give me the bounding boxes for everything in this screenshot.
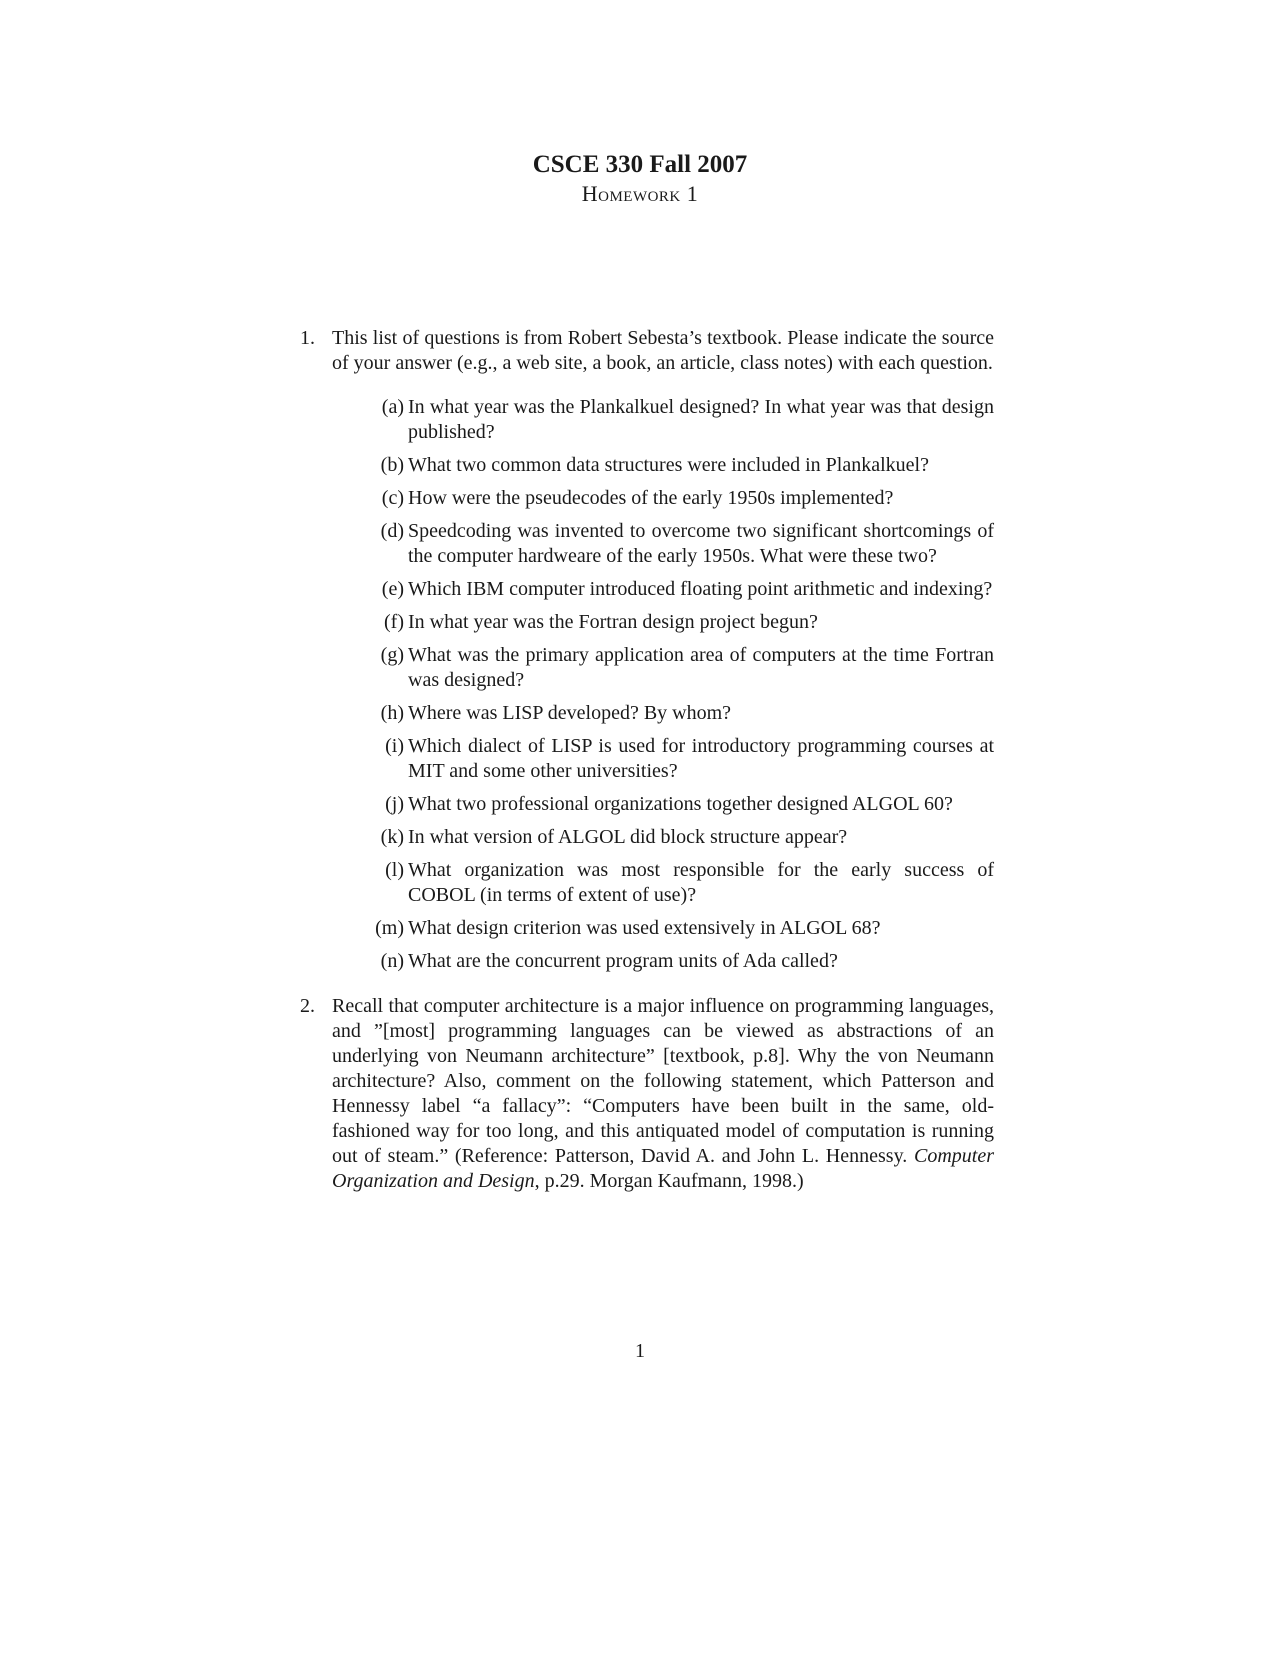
subquestion-label: (k): [380, 826, 404, 848]
subquestion-l: [332, 858, 994, 908]
subquestion-label: (n): [380, 950, 404, 972]
question-text-main: Recall that computer architecture is a major influence on programming languages, and ”[most] programming languages can be viewed as abstractions of an underlying von Neumann architecture” [textbook, p.8]. Why the von Neumann architecture? Also, comment on the following statement, which Patterson and Hennessy label “a fallacy”: “Computers have been built in the same, old-fashioned way for too long, and this antiquated model of computation is running out of steam.” (Reference: Patterson, David A. and John L. Hennessy.: [332, 995, 994, 1167]
question-number: 2.: [300, 995, 315, 1017]
subquestion-text: What two common data structures were included in Plankalkuel?: [408, 454, 929, 476]
subquestion-d: [332, 519, 994, 569]
subquestion-text: In what year was the Plankalkuel designed? In what year was that design published?: [408, 396, 994, 443]
page-subtitle: Homework 1: [581, 181, 699, 206]
question-2: [300, 994, 994, 1194]
subquestion-list: [332, 395, 994, 974]
subquestion-text: Where was LISP developed? By whom?: [408, 702, 732, 724]
subquestion-text: What two professional organizations together designed ALGOL 60?: [408, 793, 953, 815]
subquestion-i: [332, 734, 994, 784]
book-title: Computer Organization and Design: [332, 1145, 995, 1192]
subquestion-n: [332, 949, 994, 974]
question-1: [300, 326, 994, 974]
subquestion-text: How were the pseudecodes of the early 1950s implemented?: [408, 487, 894, 509]
subquestion-text: What are the concurrent program units of Ada called?: [408, 950, 838, 972]
subquestion-g: [332, 643, 994, 693]
question-text-tail: , p.29. Morgan Kaufmann, 1998.): [534, 1170, 804, 1192]
subquestion-label: (a): [381, 396, 404, 418]
subquestion-a: [332, 395, 994, 445]
subquestion-label: (l): [385, 859, 404, 881]
homework-content: [300, 326, 994, 1194]
subquestion-label: (e): [381, 578, 404, 600]
subquestion-k: [332, 825, 994, 850]
subquestion-j: [332, 792, 994, 817]
subquestion-label: (i): [385, 735, 404, 757]
subquestion-text: Speedcoding was invented to overcome two significant shortcomings of the computer hardweare of the early 1950s. What were these two?: [408, 520, 994, 567]
subquestion-label: (d): [380, 520, 404, 542]
subquestion-text: In what version of ALGOL did block structure appear?: [408, 826, 848, 848]
subquestion-text: In what year was the Fortran design project begun?: [408, 611, 818, 633]
subquestion-label: (b): [380, 454, 404, 476]
question-text: [332, 994, 994, 1194]
subquestion-b: [332, 453, 994, 478]
subquestion-text: Which IBM computer introduced floating point arithmetic and indexing?: [408, 578, 993, 600]
subquestion-label: (c): [381, 487, 404, 509]
page-title: CSCE 330 Fall 2007: [532, 151, 748, 178]
title-block: [0, 150, 1280, 208]
subquestion-label: (j): [385, 793, 404, 815]
subquestion-h: [332, 701, 994, 726]
subquestion-text: What design criterion was used extensively in ALGOL 68?: [408, 917, 881, 939]
subquestion-label: (h): [380, 702, 404, 724]
subquestion-c: [332, 486, 994, 511]
subquestion-label: (m): [375, 917, 404, 939]
subquestion-label: (f): [384, 611, 404, 633]
subquestion-m: [332, 916, 994, 941]
subquestion-text: What was the primary application area of computers at the time Fortran was designed?: [408, 644, 994, 691]
subquestion-f: [332, 610, 994, 635]
subquestion-text: What organization was most responsible for the early success of COBOL (in terms of extent of use)?: [408, 859, 994, 906]
page-number: 1: [635, 1340, 645, 1362]
subquestion-text: Which dialect of LISP is used for introductory programming courses at MIT and some other universities?: [408, 735, 994, 782]
subquestion-e: [332, 577, 994, 602]
question-text: This list of questions is from Robert Sebesta’s textbook. Please indicate the source of your answer (e.g., a web site, a book, an article, class notes) with each question.: [332, 327, 994, 374]
question-number: 1.: [300, 327, 315, 349]
subquestion-label: (g): [380, 644, 404, 666]
